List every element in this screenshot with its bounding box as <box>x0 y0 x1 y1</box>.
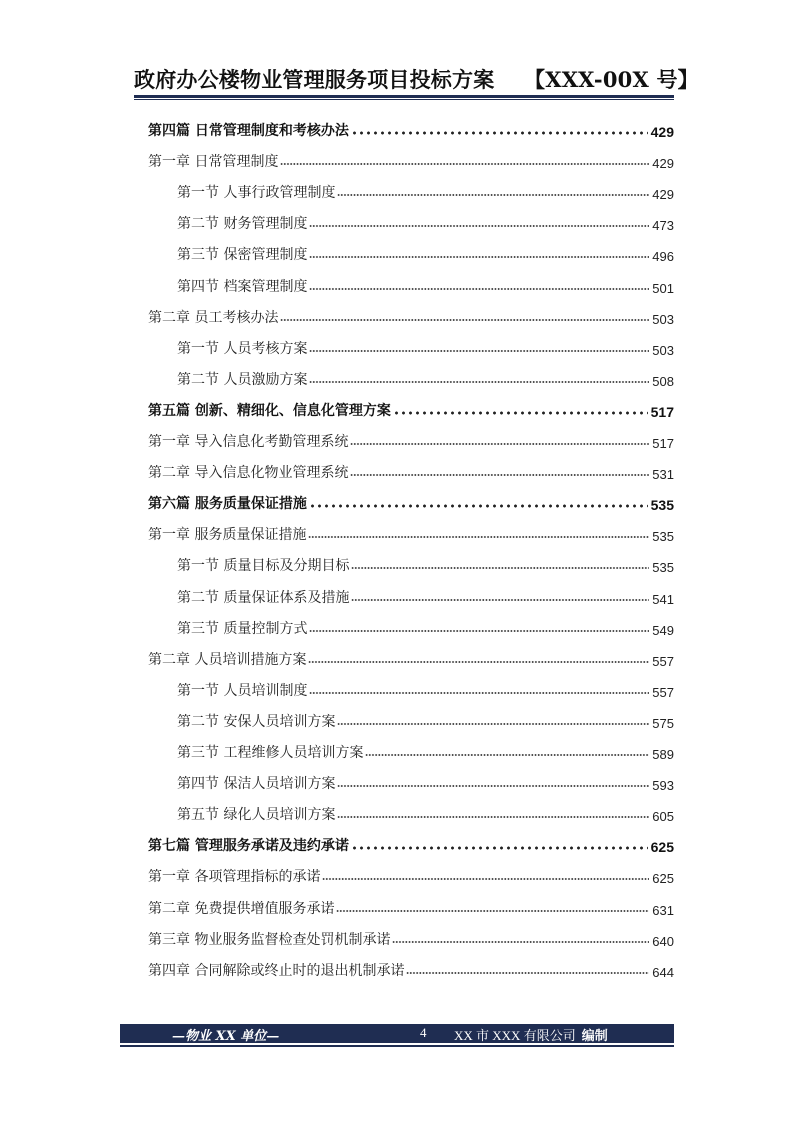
toc-leader-dots <box>336 909 649 913</box>
toc-entry-page: 517 <box>652 436 674 451</box>
toc-entry-label: 第二章 导入信息化物业管理系统 <box>148 465 349 482</box>
toc-entry[interactable] <box>148 458 674 482</box>
toc-entry[interactable] <box>148 489 674 513</box>
toc-entry-page: 503 <box>652 342 674 358</box>
toc-entry-page: 429 <box>652 156 674 172</box>
toc-entry-page: 644 <box>652 964 674 980</box>
toc-entry-page: 593 <box>652 778 674 794</box>
toc-entry[interactable] <box>148 147 674 171</box>
toc-entry-page: 429 <box>652 187 674 203</box>
toc-leader-dots <box>337 815 649 819</box>
header-title: 政府办公楼物业管理服务项目投标方案 <box>134 67 495 92</box>
toc-leader-dots <box>351 566 649 570</box>
toc-entry-page: 605 <box>652 809 674 825</box>
header-rule-thin <box>134 99 674 100</box>
toc-entry[interactable] <box>148 894 674 918</box>
toc-entry-label: 第二节 人员激励方案 <box>177 371 308 388</box>
toc-leader-dots <box>406 971 649 975</box>
header-rule <box>134 95 674 98</box>
toc-entry-label: 第二章 员工考核办法 <box>148 309 279 326</box>
toc-entry[interactable] <box>177 272 674 296</box>
toc-entry[interactable] <box>148 862 674 886</box>
toc-leader-dots <box>309 349 649 353</box>
toc-entry[interactable] <box>148 925 674 949</box>
toc-entry-page: 640 <box>652 933 674 949</box>
toc-entry-page: 541 <box>652 591 674 607</box>
toc-entry-page: 473 <box>652 218 674 234</box>
toc-entry[interactable] <box>148 427 674 451</box>
toc-leader-dots <box>280 162 649 166</box>
toc-entry-label: 第一节 人员考核方案 <box>177 340 308 357</box>
toc-leader-dots <box>309 287 649 291</box>
toc-entry-label: 第五节 绿化人员培训方案 <box>177 807 336 824</box>
toc-entry-label: 第一节 人事行政管理制度 <box>177 185 336 202</box>
toc-entry[interactable] <box>177 800 674 824</box>
toc-entry-label: 第四节 保洁人员培训方案 <box>177 776 336 793</box>
toc-entry-label: 第二章 人员培训措施方案 <box>148 651 307 668</box>
toc-entry-page: 535 <box>652 529 674 545</box>
toc-entry[interactable] <box>177 240 674 264</box>
toc-entry-label: 第四节 档案管理制度 <box>177 278 308 295</box>
toc-entry-page: 631 <box>652 902 674 918</box>
toc-entry-page: 557 <box>652 653 674 669</box>
toc-entry-page: 535 <box>652 560 674 576</box>
toc-entry[interactable] <box>177 334 674 358</box>
toc-entry[interactable] <box>177 707 674 731</box>
toc-entry-page: 531 <box>652 467 674 483</box>
toc-entry[interactable] <box>148 645 674 669</box>
toc-leader-dots <box>309 380 649 384</box>
toc-entry-label: 第三节 保密管理制度 <box>177 247 308 264</box>
toc-entry[interactable] <box>148 396 674 420</box>
toc-entry-label: 第一章 日常管理制度 <box>148 154 279 171</box>
toc-entry-label: 第七篇 管理服务承诺及违约承诺 <box>148 838 349 855</box>
footer-page-number: 4 <box>420 1025 427 1040</box>
toc-entry-label: 第一章 导入信息化考勤管理系统 <box>148 434 349 450</box>
toc-entry[interactable] <box>177 551 674 575</box>
toc-leader-dots <box>351 598 649 602</box>
header-doc-number: 【XXX-00X 号】 <box>524 67 699 92</box>
toc-leader-dots <box>309 255 649 259</box>
toc-entry-page: 496 <box>652 249 674 265</box>
toc-entry-label: 第一节 质量目标及分期目标 <box>177 558 350 575</box>
footer-unit: —物业 XX 单位— <box>172 1029 280 1044</box>
toc-leader-dots <box>309 691 649 695</box>
toc-entry-page: 535 <box>650 497 674 514</box>
toc-entry[interactable] <box>177 738 674 762</box>
toc-leader-dots <box>309 629 649 633</box>
toc-entry-page: 589 <box>652 747 674 762</box>
toc-entry-page: 557 <box>652 684 674 700</box>
toc-entry-label: 第三章 物业服务监督检查处罚机制承诺 <box>148 931 391 948</box>
toc-leader-dots <box>350 442 649 446</box>
toc-entry-label: 第五篇 创新、精细化、信息化管理方案 <box>148 402 391 419</box>
toc-entry[interactable] <box>148 116 674 140</box>
toc-leader-dots <box>322 877 649 881</box>
toc-leader-dots <box>337 722 649 726</box>
toc-entry-page: 625 <box>652 871 674 887</box>
toc-entry-label: 第一章 各项管理指标的承诺 <box>148 869 321 886</box>
toc-entry[interactable] <box>177 209 674 233</box>
toc-entry-page: 429 <box>650 124 674 140</box>
toc-entry[interactable] <box>148 956 674 980</box>
toc-leader-dots <box>351 846 648 850</box>
toc-entry-label: 第一章 服务质量保证措施 <box>148 527 307 544</box>
toc-entry-label: 第四篇 日常管理制度和考核办法 <box>148 123 349 139</box>
toc-entry-page: 503 <box>652 311 674 327</box>
toc-entry-label: 第一节 人员培训制度 <box>177 682 308 699</box>
toc-entry-page: 625 <box>650 839 674 856</box>
toc-entry[interactable] <box>177 676 674 700</box>
footer-company <box>454 1025 608 1044</box>
toc-entry-page: 508 <box>652 373 674 389</box>
footer-compiled: 编制 <box>581 1028 608 1043</box>
toc-entry-label: 第三节 质量控制方式 <box>177 620 308 637</box>
toc-leader-dots <box>337 784 649 788</box>
toc-entry-label: 第四章 合同解除或终止时的退出机制承诺 <box>148 962 405 979</box>
toc-entry-page: 575 <box>652 715 674 731</box>
toc-leader-dots <box>393 411 648 415</box>
toc-leader-dots <box>337 193 649 197</box>
toc-leader-dots <box>308 535 649 539</box>
toc-entry[interactable] <box>177 614 674 638</box>
toc-entry[interactable] <box>148 303 674 327</box>
footer-rule <box>120 1045 674 1047</box>
toc-entry[interactable] <box>177 583 674 607</box>
toc-entry-label: 第二节 安保人员培训方案 <box>177 713 336 730</box>
toc-entry[interactable] <box>177 365 674 389</box>
toc-entry-label: 第二节 财务管理制度 <box>177 216 308 233</box>
toc-leader-dots <box>308 660 649 664</box>
toc-entry-page: 549 <box>652 622 674 638</box>
page-footer <box>120 1024 674 1043</box>
toc-entry-label: 第三节 工程维修人员培训方案 <box>177 745 364 761</box>
toc-leader-dots <box>392 940 649 944</box>
toc-entry[interactable] <box>148 831 674 855</box>
toc-leader-dots <box>309 504 648 508</box>
toc-entry-page: 501 <box>652 280 674 296</box>
toc-entry-label: 第二章 免费提供增值服务承诺 <box>148 900 335 917</box>
toc-entry-page: 517 <box>650 403 674 420</box>
toc-entry[interactable] <box>177 178 674 202</box>
toc-entry[interactable] <box>177 769 674 793</box>
toc-leader-dots <box>280 318 649 322</box>
toc-entry-label: 第六篇 服务质量保证措施 <box>148 496 307 513</box>
toc-entry-label: 第二节 质量保证体系及措施 <box>177 589 350 606</box>
toc-leader-dots <box>350 473 649 477</box>
page-header <box>134 64 699 94</box>
toc-leader-dots <box>365 753 649 757</box>
toc-leader-dots <box>309 224 649 228</box>
footer-company-name: XX 市 XXX 有限公司 <box>454 1028 576 1043</box>
toc-leader-dots <box>351 131 648 135</box>
toc-entry[interactable] <box>148 520 674 544</box>
